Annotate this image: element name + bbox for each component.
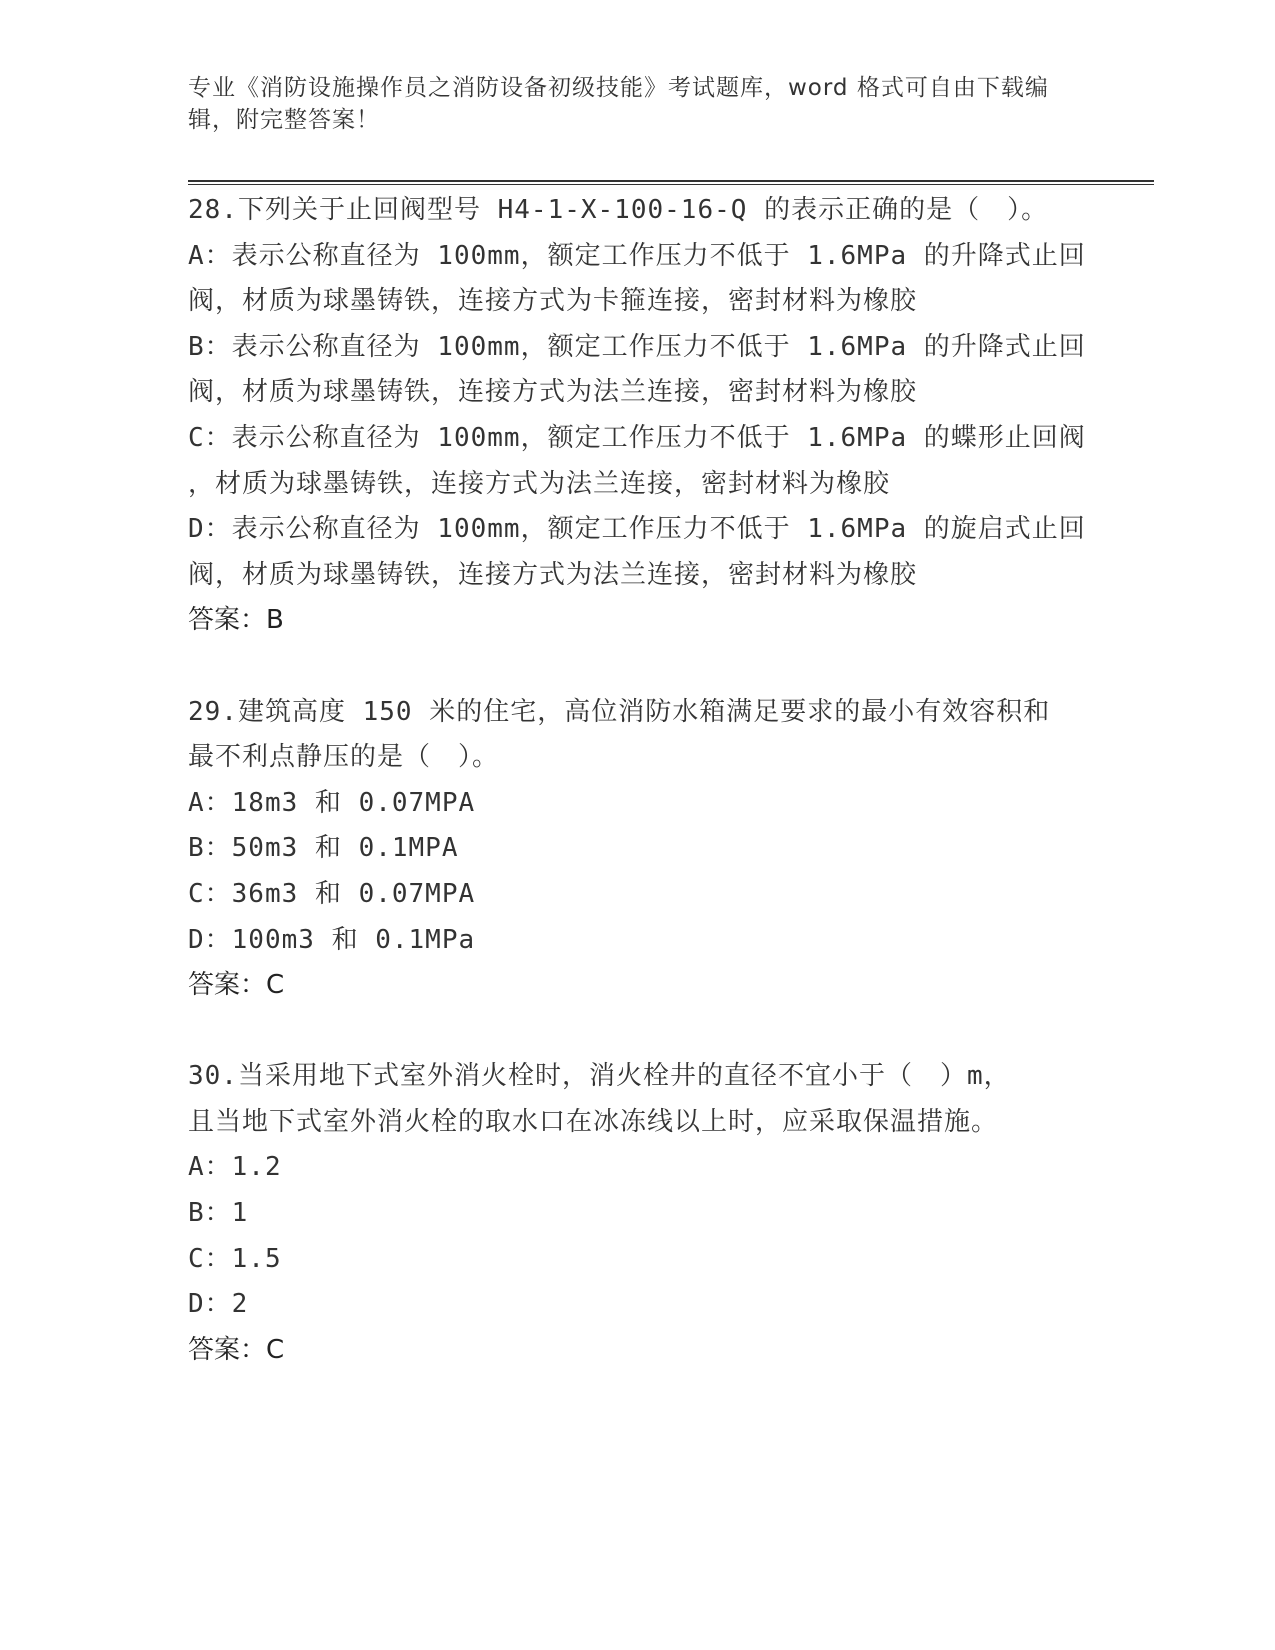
- option-b: B：表示公称直径为 100mm，额定工作压力不低于 1.6MPa 的升降式止回: [188, 331, 1086, 362]
- option-d-cont: 阀，材质为球墨铸铁，连接方式为法兰连接，密封材料为橡胶: [188, 559, 918, 590]
- option-c: C：1.5: [188, 1243, 282, 1274]
- option-b: B：1: [188, 1198, 249, 1229]
- option-c: C：36m3 和 0.07MPA: [188, 878, 476, 909]
- option-b: B：50m3 和 0.1MPA: [188, 833, 459, 864]
- question-stem-cont: 且当地下式室外消火栓的取水口在冰冻线以上时，应采取保温措施。: [188, 1106, 999, 1137]
- option-b-cont: 阀，材质为球墨铸铁，连接方式为法兰连接，密封材料为橡胶: [188, 377, 918, 408]
- question-list: [188, 188, 1148, 1373]
- option-c-cont: ，材质为球墨铸铁，连接方式为法兰连接，密封材料为橡胶: [188, 468, 891, 499]
- option-d: D：100m3 和 0.1MPa: [188, 924, 476, 955]
- option-c: C：表示公称直径为 100mm，额定工作压力不低于 1.6MPa 的蝶形止回阀: [188, 422, 1086, 453]
- document-header: [188, 72, 1088, 136]
- option-a: A：1.2: [188, 1152, 282, 1183]
- spacer: [188, 644, 1148, 690]
- header-line-1: 专业《消防设施操作员之消防设备初级技能》考试题库，word 格式可自由下载编: [188, 75, 1049, 101]
- option-a: A：表示公称直径为 100mm，额定工作压力不低于 1.6MPa 的升降式止回: [188, 240, 1086, 271]
- header-line-2: 辑，附完整答案！: [188, 107, 380, 133]
- spacer: [188, 1009, 1148, 1055]
- question-28: [188, 188, 1148, 644]
- header-divider-thin: [188, 184, 1154, 185]
- option-a-cont: 阀，材质为球墨铸铁，连接方式为卡箍连接，密封材料为橡胶: [188, 286, 918, 317]
- question-30: [188, 1054, 1148, 1373]
- answer-label: 答案：C: [188, 970, 285, 1001]
- question-stem: 28.下列关于止回阀型号 H4-1-X-100-16-Q 的表示正确的是（ ）。: [188, 195, 1049, 225]
- option-d: D：2: [188, 1289, 249, 1320]
- question-stem-cont: 最不利点静压的是（ ）。: [188, 742, 500, 773]
- option-d: D：表示公称直径为 100mm，额定工作压力不低于 1.6MPa 的旋启式止回: [188, 514, 1086, 545]
- answer-label: 答案：B: [188, 605, 284, 636]
- question-stem: 30.当采用地下式室外消火栓时，消火栓井的直径不宜小于（ ）m，: [188, 1061, 1011, 1092]
- question-29: [188, 690, 1148, 1009]
- answer-label: 答案：C: [188, 1334, 285, 1365]
- question-stem: 29.建筑高度 150 米的住宅，高位消防水箱满足要求的最小有效容积和: [188, 696, 1051, 727]
- header-divider-thick: [188, 180, 1154, 182]
- option-a: A：18m3 和 0.07MPA: [188, 787, 476, 818]
